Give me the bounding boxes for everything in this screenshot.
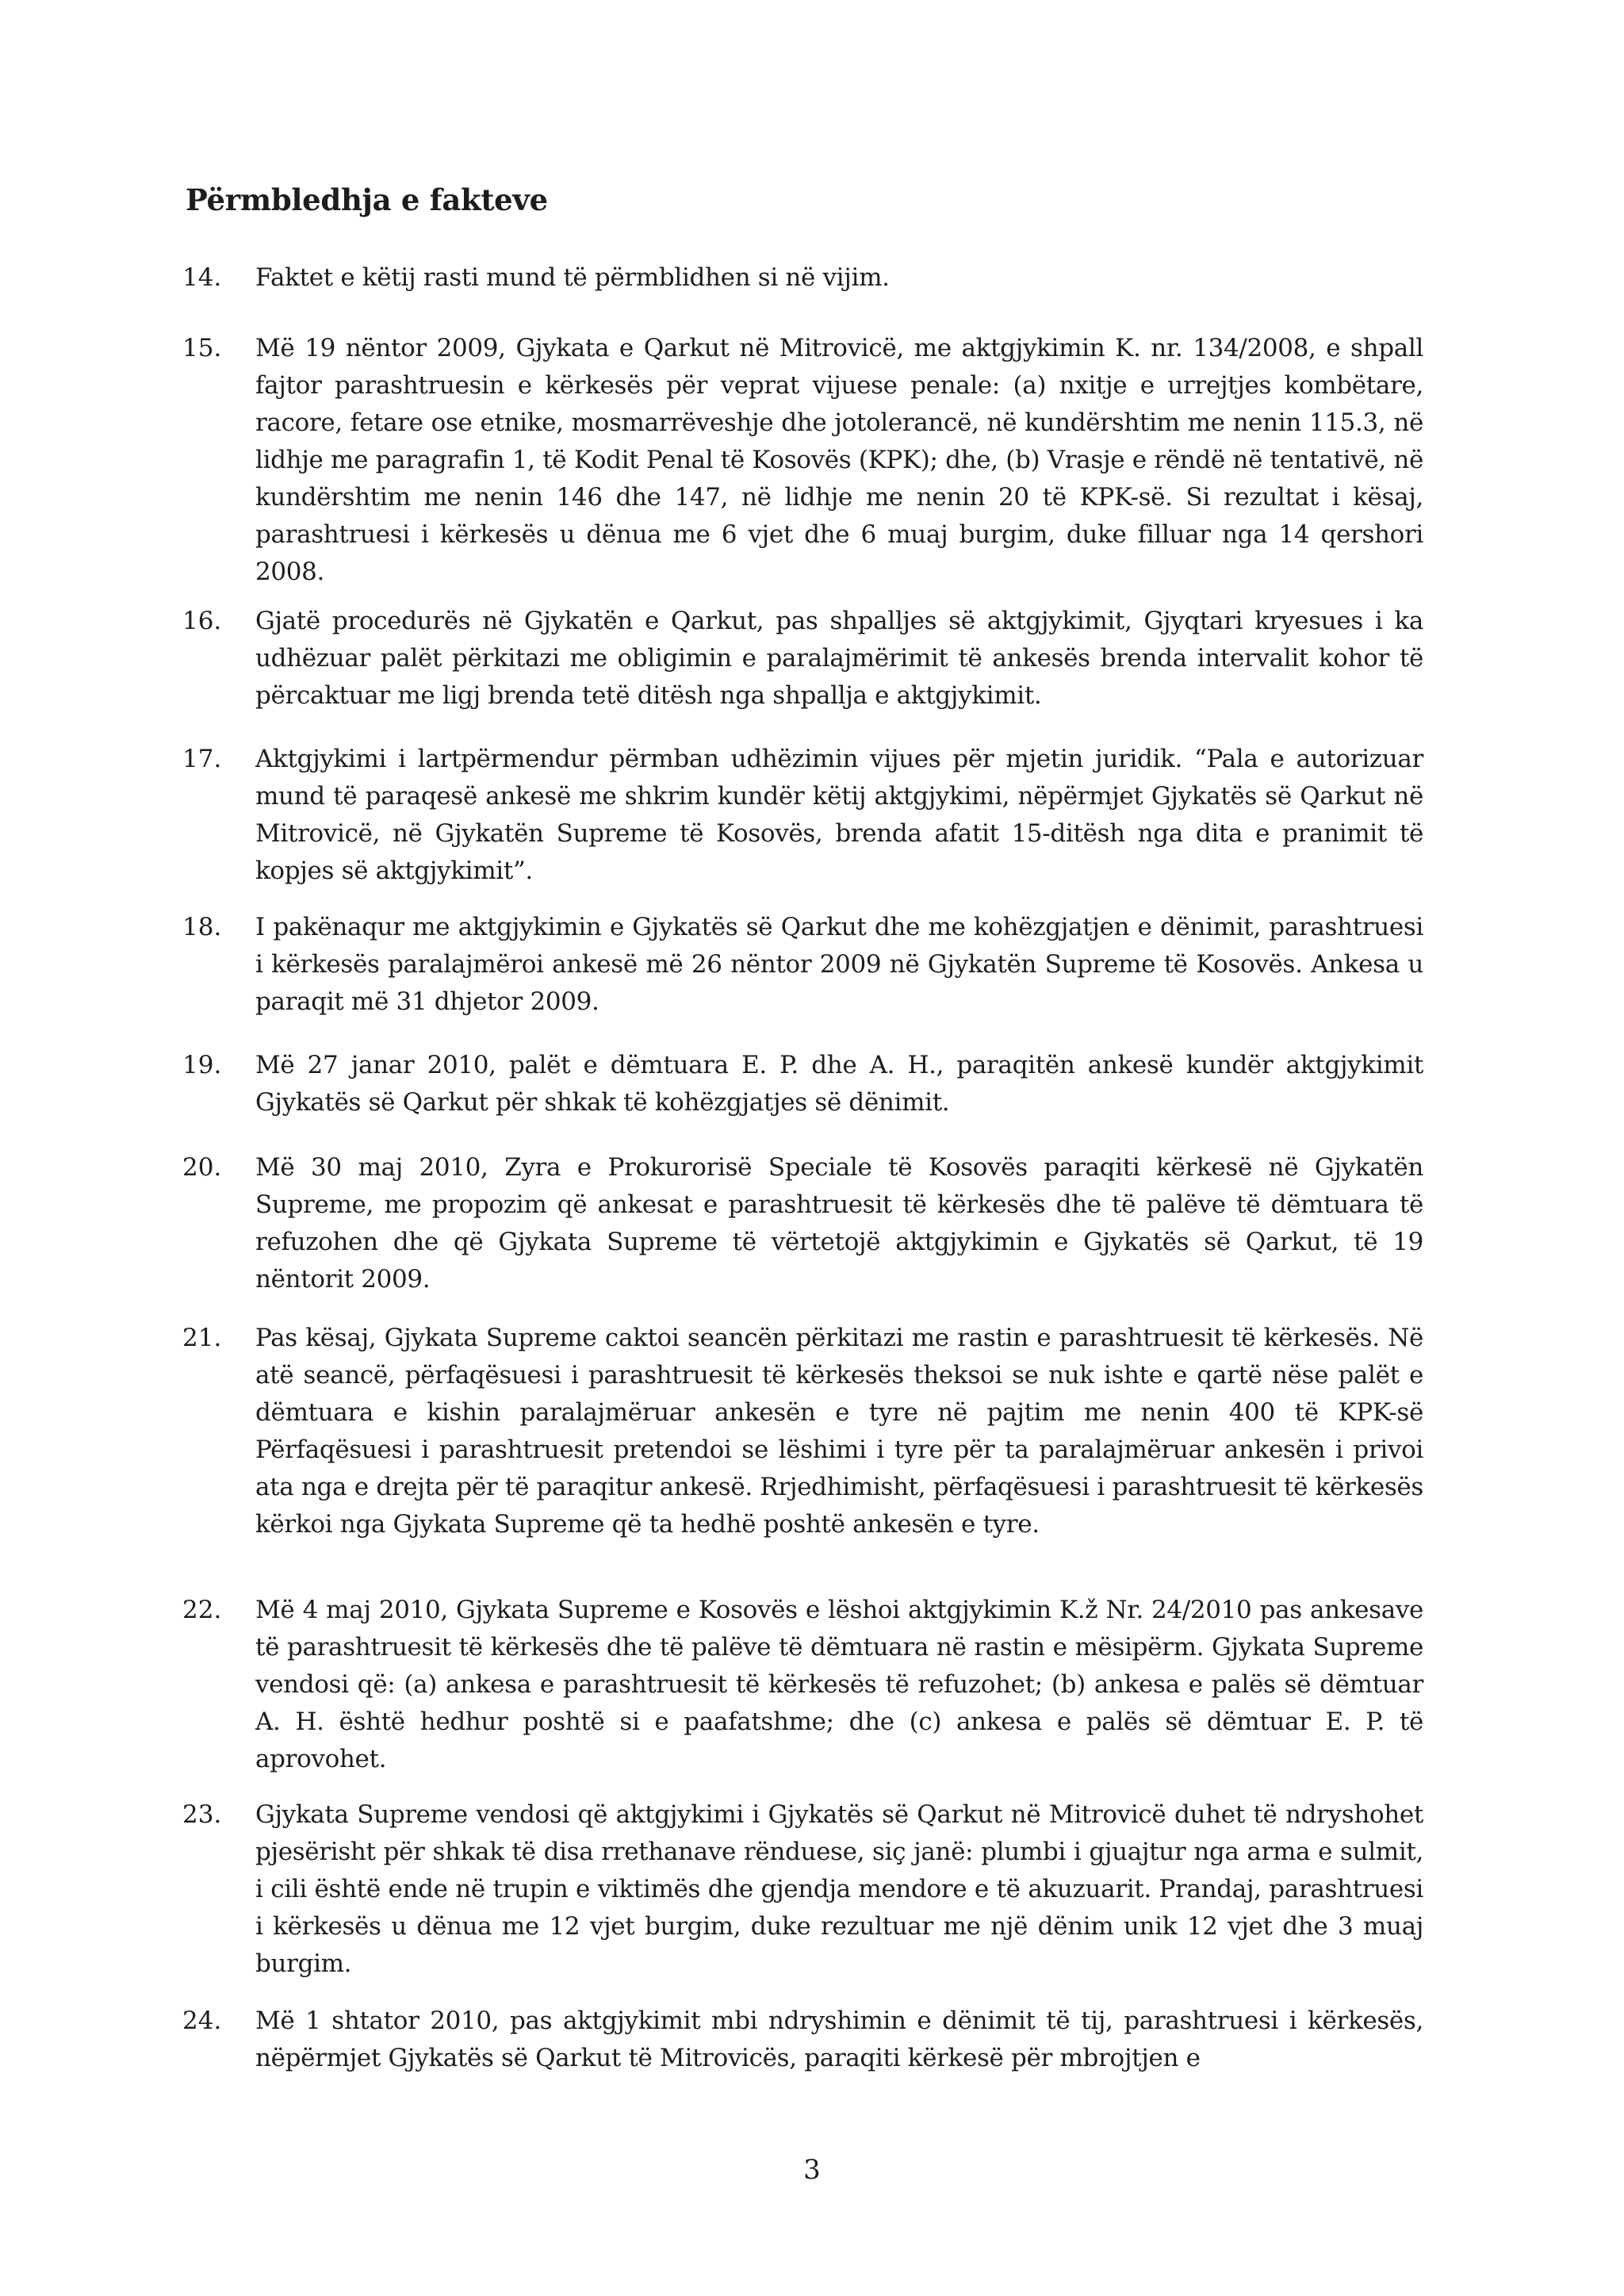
paragraph-number: 23. (182, 1800, 222, 1829)
paragraph-19 (182, 1047, 1423, 1121)
paragraph-18 (182, 909, 1423, 1021)
paragraph-text: Gjykata Supreme vendosi që aktgjykimi i Gjykatës së Qarkut në Mitrovicë duhet të ndryshohet pjesërisht për shkak të disa rrethanave rënduese, siç janë: plumbi i gjuajtur nga arma e sulmit, i cili është ende në trupin e viktimës dhe gjendja mendore e të akuzuarit. Prandaj, parashtruesi i kërkesës u dënua me 12 vjet burgim, duke rezultuar me një dënim unik 12 vjet dhe 3 muaj burgim. (255, 1800, 1423, 1978)
paragraph-number: 18. (182, 913, 222, 941)
paragraph-20 (182, 1149, 1423, 1298)
paragraph-text: I pakënaqur me aktgjykimin e Gjykatës së Qarkut dhe me kohëzgjatjen e dënimit, parashtruesi i kërkesës paralajmëroi ankesë më 26 nëntor 2009 në Gjykatën Supreme të Kosovës. Ankesa u paraqit më 31 dhjetor 2009. (255, 913, 1423, 1016)
paragraph-number: 19. (182, 1051, 222, 1079)
page-number: 3 (803, 2154, 821, 2186)
paragraph-text: Pas kësaj, Gjykata Supreme caktoi seancën përkitazi me rastin e parashtruesit të kërkesës. Në atë seancë, përfaqësuesi i parashtruesit të kërkesës theksoi se nuk ishte e qartë nëse palët e dëmtuara e kishin paralajmëruar ankesën e tyre në pajtim me nenin 400 të KPK-së Përfaqësuesi i parashtruesit pretendoi se lëshimi i tyre për ta paralajmëruar ankesën i privoi ata nga e drejta për të paraqitur ankesë. Rrjedhimisht, përfaqësuesi i parashtruesit të kërkesës kërkoi nga Gjykata Supreme që ta hedhë poshtë ankesën e tyre. (255, 1324, 1423, 1539)
paragraph-number: 20. (182, 1153, 222, 1182)
paragraph-16 (182, 603, 1423, 715)
paragraph-15 (182, 330, 1423, 591)
paragraph-23 (182, 1796, 1423, 1983)
paragraph-text: Më 27 janar 2010, palët e dëmtuara E. P. dhe A. H., paraqitën ankesë kundër aktgjykimit Gjykatës së Qarkut për shkak të kohëzgjatjes së dënimit. (255, 1051, 1423, 1117)
paragraph-text: Gjatë procedurës në Gjykatën e Qarkut, pas shpalljes së aktgjykimit, Gjyqtari kryesues i ka udhëzuar palët përkitazi me obligimin e paralajmërimit të ankesës brenda intervalit kohor të përcaktuar me ligj brenda tetë ditësh nga shpallja e aktgjykimit. (255, 607, 1423, 710)
paragraph-text: Më 4 maj 2010, Gjykata Supreme e Kosovës e lëshoi aktgjykimin K.ž Nr. 24/2010 pas ankesave të parashtruesit të kërkesës dhe të palëve të dëmtuara në rastin e mësipërm. Gjykata Supreme vendosi që: (a) ankesa e parashtruesit të kërkesës të refuzohet; (b) ankesa e palës së dëmtuar A. H. është hedhur poshtë si e paafatshme; dhe (c) ankesa e palës së dëmtuar E. P. të aprovohet. (255, 1596, 1423, 1773)
paragraph-text: Më 30 maj 2010, Zyra e Prokurorisë Speciale të Kosovës paraqiti kërkesë në Gjykatën Supreme, me propozim që ankesat e parashtruesit të kërkesës dhe të palëve të dëmtuara të refuzohen dhe që Gjykata Supreme të vërtetojë aktgjykimin e Gjykatës së Qarkut, të 19 nëntorit 2009. (255, 1153, 1423, 1294)
paragraph-21 (182, 1320, 1423, 1543)
paragraph-text: Faktet e këtij rasti mund të përmblidhen si në vijim. (255, 263, 890, 292)
paragraph-text: Më 19 nëntor 2009, Gjykata e Qarkut në Mitrovicë, me aktgjykimin K. nr. 134/2008, e shpall fajtor parashtruesin e kërkesës për veprat vijuese penale: (a) nxitje e urrejtjes kombëtare, racore, fetare ose etnike, mosmarrëveshje dhe jotolerancë, në kundërshtim me nenin 115.3, në lidhje me paragrafin 1, të Kodit Penal të Kosovës (KPK); dhe, (b) Vrasje e rëndë në tentativë, në kundërshtim me nenin 146 dhe 147, në lidhje me nenin 20 të KPK-së. Si rezultat i kësaj, parashtruesi i kërkesës u dënua me 6 vjet dhe 6 muaj burgim, duke filluar nga 14 qershori 2008. (255, 334, 1423, 586)
paragraph-number: 16. (182, 607, 222, 635)
paragraph-text: Më 1 shtator 2010, pas aktgjykimit mbi ndryshimin e dënimit të tij, parashtruesi i kërkesës, nëpërmjet Gjykatës së Qarkut të Mitrovicës, paraqiti kërkesë për mbrojtjen e (255, 2007, 1423, 2072)
section-heading: Përmbledhja e fakteve (186, 182, 548, 217)
paragraph-number: 17. (182, 745, 222, 773)
paragraph-number: 21. (182, 1324, 222, 1352)
paragraph-number: 22. (182, 1596, 222, 1624)
paragraph-14 (182, 259, 1423, 297)
paragraph-text: Aktgjykimi i lartpërmendur përmban udhëzimin vijues për mjetin juridik. “Pala e autorizuar mund të paraqesë ankesë me shkrim kundër këtij aktgjykimi, nëpërmjet Gjykatës së Qarkut në Mitrovicë, në Gjykatën Supreme të Kosovës, brenda afatit 15-ditësh nga dita e pranimit të kopjes së aktgjykimit”. (255, 745, 1423, 885)
paragraph-17 (182, 741, 1423, 890)
paragraph-number: 15. (182, 334, 222, 362)
paragraph-number: 14. (182, 263, 222, 292)
paragraph-24 (182, 2003, 1423, 2077)
paragraph-22 (182, 1592, 1423, 1778)
paragraph-number: 24. (182, 2007, 222, 2035)
